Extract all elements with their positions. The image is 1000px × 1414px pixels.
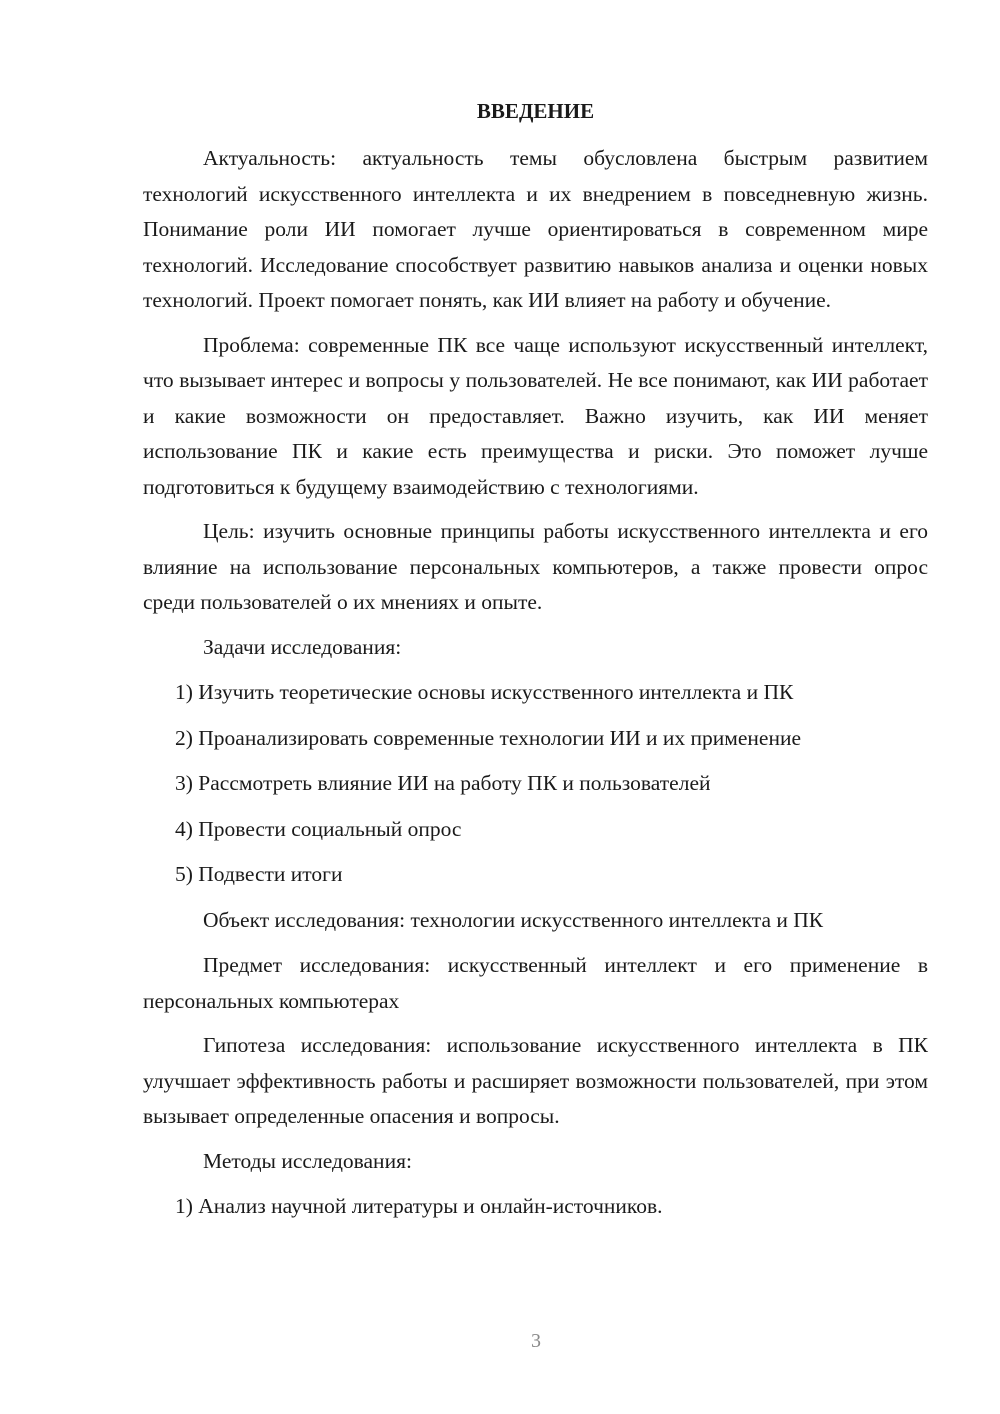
list-item: 5) Подвести итоги — [175, 862, 343, 886]
list-item: 1) Изучить теоретические основы искусственного интеллекта и ПК — [175, 680, 794, 704]
goal-paragraph: Цель: изучить основные принципы работы искусственного интеллекта и его влияние на использование персональных компьютеров, а также провести опрос среди пользователей о их мнениях и опыте. — [143, 519, 928, 614]
document-page — [143, 96, 928, 1235]
list-item: 1) Анализ научной литературы и онлайн-источников. — [175, 1194, 663, 1218]
page-title: ВВЕДЕНИЕ — [476, 99, 595, 123]
methods-label: Методы исследования: — [203, 1148, 412, 1173]
hypothesis-paragraph: Гипотеза исследования: использование искусственного интеллекта в ПК улучшает эффективность работы и расширяет возможности пользователей, при этом вызывает определенные опасения и вопросы. — [143, 1033, 928, 1128]
list-item: 2) Проанализировать современные технологии ИИ и их применение — [175, 725, 802, 750]
problem-paragraph: Проблема: современные ПК все чаще используют искусственный интеллект, что вызывает интерес и вопросы у пользователей. Не все понимают, как ИИ работает и какие возможности он предоставляет. Важно изучить, как ИИ меняет использование ПК и какие есть преимущества и риски. Это поможет лучше подготовиться к будущему взаимодействию с технологиями. — [143, 332, 928, 499]
page-number: 3 — [531, 1330, 541, 1352]
tasks-list — [143, 675, 928, 893]
subject-paragraph: Предмет исследования: искусственный интеллект и его применение в персональных компьютерах — [143, 953, 928, 1013]
methods-list — [143, 1189, 928, 1225]
tasks-label: Задачи исследования: — [203, 634, 402, 659]
list-item: 3) Рассмотреть влияние ИИ на работу ПК и пользователей — [175, 771, 711, 795]
relevance-paragraph: Актуальность: актуальность темы обусловлена быстрым развитием технологий искусственного интеллекта и их внедрением в повседневную жизнь. Понимание роли ИИ помогает лучше ориентироваться в современном мире технологий. Исследование способствует развитию навыков анализа и оценки новых технологий. Проект помогает понять, как ИИ влияет на работу и обучение. — [143, 146, 928, 312]
list-item: 4) Провести социальный опрос — [175, 816, 462, 841]
object-paragraph: Объект исследования: технологии искусственного интеллекта и ПК — [203, 907, 824, 932]
